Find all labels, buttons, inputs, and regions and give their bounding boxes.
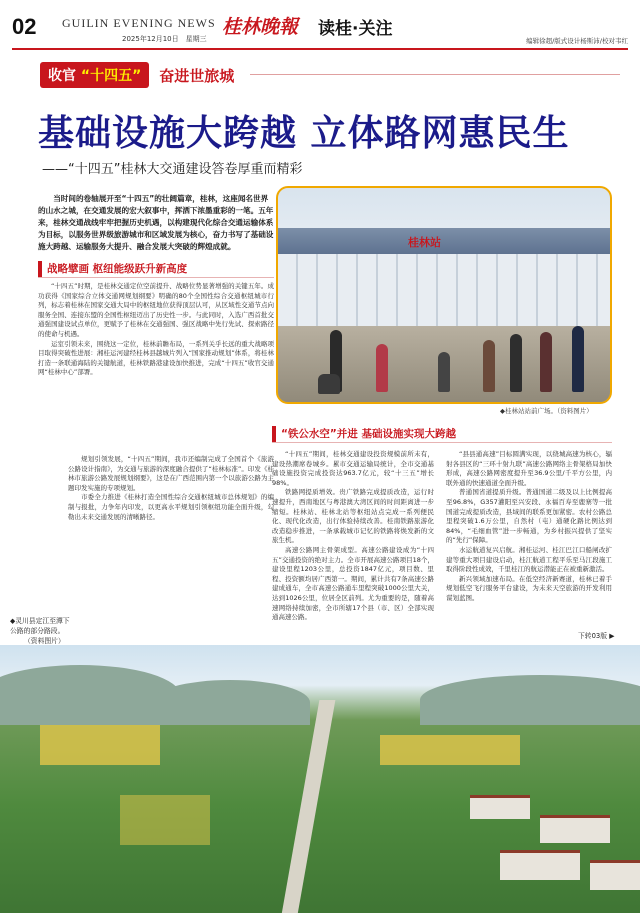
heading-marker	[272, 426, 276, 442]
paragraph: 高速公路网主骨架成型。高速公路建设成为“十四五”交通投资的绝对主力。全市开展高速公路项目18个，建设里程1203公里，总投资1847亿元，项目数、里程、投资额均居广西第一。期间，累计共有7条高速公路建成通车，全市高速公路通车里程突破1000公里大关，达到1026公里，位居全区前列。尤为重要的是，随着高速网络持续加密，全市所辖17个县（市、区）全部实现通高速公路。	[272, 545, 434, 622]
section2-column-a	[272, 450, 434, 623]
section1-body	[38, 282, 274, 378]
village-house	[540, 815, 610, 843]
paper-logo: 桂林晚報	[222, 16, 299, 38]
village-house	[590, 860, 640, 890]
page-headline: 基础设施大跨越 立体路网惠民生	[38, 112, 570, 154]
caption-line: 灵川县定江至潭下	[15, 617, 70, 625]
village-house	[500, 850, 580, 880]
page-number: 02	[12, 14, 37, 39]
caption-line: 公路的部分路段。	[10, 627, 65, 635]
station-building	[278, 254, 610, 326]
traveler-figure	[483, 340, 495, 392]
paragraph: 运室引领未来，围绕这一定位，桂林前瞻布局，一系列关乎长远的重大战略项目取得突破性进展：湘桂运河建经桂林县越城片列入“国家推动规划”体系，将桂林打造一条联通海陆的关键航道，桂林铁路港建设加快推进，完成“十四五”收官交通网“桂林中心”部署。	[38, 339, 274, 377]
section-title: 读桂·关注	[318, 19, 393, 39]
paragraph: 规划引领发展，“十四五”期间，我市还编制完成了全国首个《旅游公路设计指南》，为交通与旅游的深度融合提供了“桂林标准”。印发《桂林市旅游公路发展规划纲要》，这是在广西范围内第一个以旅游公路为主题印发实施的专项规划。	[68, 455, 274, 492]
section2-title: “铁公水空”并进 基础设施实现大跨越	[281, 428, 456, 440]
station-photo-caption: ◆桂林站站前广场。（资料图片）	[500, 407, 593, 415]
section2-heading	[272, 425, 612, 443]
banner-divider	[250, 74, 620, 75]
station-sign: 桂林站	[408, 236, 441, 249]
luggage-figure	[318, 374, 340, 394]
paragraph: “县县通高速”目标圆满实现，以绕城高速为核心，辐射各县区的“三环十射九联”高速公路网络主骨架格局加快形成，高速公路网密度提升至36.9公里/千平方公里，内联外通的快速通道全面升级。	[446, 450, 612, 487]
paragraph: 普通国省道提质升级。普通国道二级及以上比例提高至96.8%，G357灌阳至兴安段、永福百寿至鹿寨等一批国道完成提质改造，县域间的联系更加紧密。农村公路总里程突破1.6万公里，自然村（屯）通硬化路比例达到84%，“毛细血管”进一步畅通，为乡村振兴提供了坚实的“先行”保障。	[446, 488, 612, 545]
section2-column-b	[446, 450, 612, 604]
heading-marker	[38, 261, 42, 277]
editor-credits: 编辑徐超/版式设计杨斯沛/校对韦红	[526, 37, 628, 45]
rural-road	[281, 700, 336, 913]
paragraph: 新兴领域加速布局。在低空经济新赛道，桂林已着手规划低空飞行服务平台建设，为未来天空旅游的开发利用谋划蓝图。	[446, 574, 612, 602]
caption-line: （资料图片）	[24, 637, 65, 645]
crop-field	[380, 735, 520, 765]
page-subheadline: ——“十四五”桂林大交通建设答卷厚重而精彩	[42, 162, 303, 177]
banner-prefix: 收官	[48, 68, 76, 84]
traveler-figure	[540, 332, 552, 392]
crop-field	[120, 795, 210, 845]
station-roof	[278, 228, 610, 254]
banner-suffix: 奋进世旅城	[159, 66, 235, 85]
caption-marker: ◆	[10, 617, 16, 625]
banner-highlight: “十四五”	[80, 68, 142, 84]
masthead	[0, 0, 640, 50]
paragraph: “十四五”时期，是桂林交通定位空前提升、战略位势显著增强的关键五年。成功获得《国家综合立体交通网规划纲要》明确的80个全国性综合交通枢纽城市行列，标志着桂林在国家交通大局中的枢纽地位获得顶层认可，从区域性交通节点向服务全国、连接东盟的全国性枢纽迈出了历史性一步。与此同时，入选广西首批交通强国建设试点单位，更赋予了桂林在交通强国、强区战略中先行先试、探索路径的使命与机遇。	[38, 282, 274, 338]
section1-body-continued	[68, 455, 274, 522]
paragraph: “十四五”期间，桂林交通建设投资规模前所未有，建设热潮席卷城乡。累市交通运输局统计，全市交通基础设施投资完成投资达963.7亿元，较“十三五”增长98%。	[272, 450, 434, 487]
section1-heading	[38, 260, 274, 278]
traveler-figure	[438, 352, 450, 392]
caption-text: 桂林站站前广场。（资料图片）	[505, 407, 593, 415]
mountain	[420, 675, 640, 725]
station-photo	[276, 186, 612, 404]
traveler-figure	[572, 326, 584, 392]
issue-date: 2025年12月10日 星期三	[122, 35, 207, 43]
paper-english-name: GUILIN EVENING NEWS	[62, 16, 216, 30]
landscape-photo	[0, 645, 640, 913]
paragraph: 铁路网提质增效。贵广铁路完成提质改造，运行时速提升，西南地区与粤港澳大湾区间的时间距离进一步缩短。桂林站、桂林北站等枢纽站点完成一系列便民化、现代化改造，出行体验持续改善。桂南铁路旅游化改造稳步推进，一条承载城市记忆的铁路将焕发新的文旅生机。	[272, 488, 434, 545]
paragraph: 市委全力推进《桂林打造全国性综合交通枢纽城市总体规划》的编制与报批，力争年内印发，以更高水平规划引领枢纽功能全面升级，勾勒出未来交通发展的清晰路径。	[68, 493, 274, 521]
masthead-rule	[12, 48, 628, 50]
crop-field	[40, 725, 160, 765]
continued-text: 下转03版	[578, 632, 608, 640]
continued-notice: 下转03版 ▶	[578, 632, 615, 640]
mountain	[150, 680, 310, 725]
column-banner	[40, 62, 240, 88]
section1-title: 战略擘画 枢纽能级跃升新高度	[47, 263, 188, 275]
banner-tag	[40, 62, 149, 88]
landscape-photo-caption	[10, 616, 70, 646]
lead-paragraph: 当时间的卷轴展开至“十四五”的壮阔篇章，桂林，这座闻名世界的山水之城，在交通发展的宏大叙事中，挥洒下浓墨重彩的一笔。五年来，桂林交通战线牢牢把握历史机遇，以构建现代化综合交通运输体系为目标，以服务世界级旅游城市和区域发展为核心，奋力书写了基础设施大跨越、运输服务大提升、融合发展大突破的辉煌成就。	[38, 194, 274, 251]
village-house	[470, 795, 530, 819]
traveler-figure	[510, 334, 522, 392]
traveler-figure	[376, 344, 388, 392]
paragraph: 水运航道复兴启航。湘桂运河、桂江巴江口船闸改扩建等重大项目建设启动，桂江航道工程平乐至马江段施工取得阶段性成效，千里桂江的航运潜能正在被重新激活。	[446, 545, 612, 574]
